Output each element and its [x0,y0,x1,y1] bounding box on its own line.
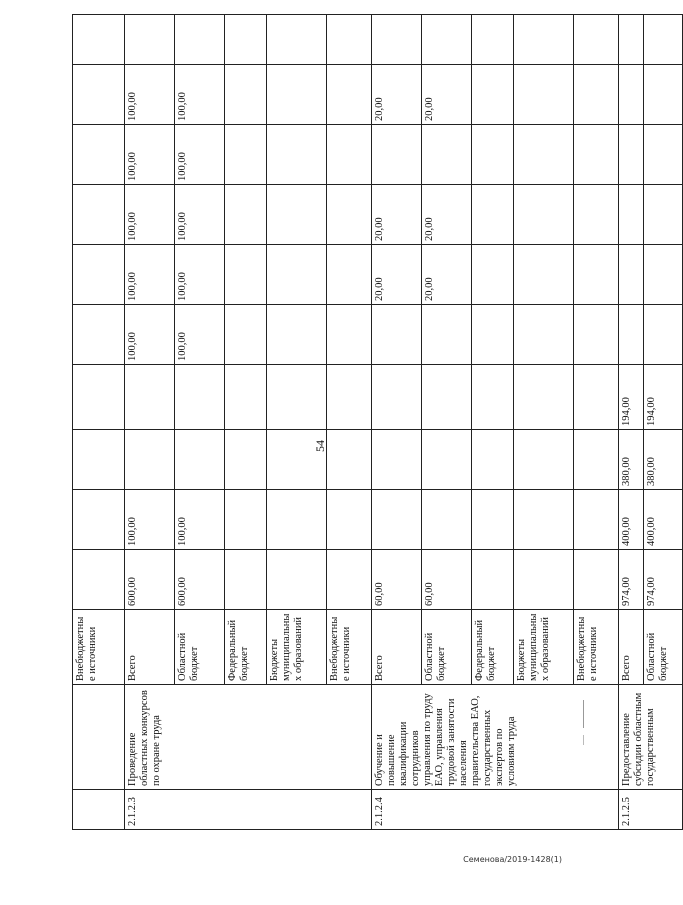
funding-amount-cell [225,365,267,430]
funding-amount-cell [574,125,619,185]
funding-amount-cell [514,550,574,610]
funding-amount-cell [574,365,619,430]
funding-amount-cell: 194,00 [619,365,644,430]
funding-amount-cell: 60,00 [422,550,472,610]
funding-amount-cell [514,430,574,490]
funding-amount-cell [225,15,267,65]
funding-source-cell: Внебюджетные источники [574,610,619,685]
funding-amount-cell [225,125,267,185]
funding-amount-cell [644,15,683,65]
table-row [125,15,175,830]
funding-amount-cell [422,125,472,185]
funding-source-cell: Федеральный бюджет [225,610,267,685]
funding-amount-cell [514,245,574,305]
funding-amount-cell: 100,00 [125,185,175,245]
funding-amount-cell [73,365,125,430]
table-row [73,15,125,830]
funding-amount-cell [327,490,372,550]
funding-amount-cell [225,245,267,305]
funding-amount-cell [644,125,683,185]
funding-amount-cell [619,65,644,125]
rotated-table-wrapper [72,15,669,830]
document-footer-id: Семенова/2019-1428(1) [463,855,562,864]
funding-amount-cell: 194,00 [644,365,683,430]
funding-amount-cell: 974,00 [619,550,644,610]
funding-amount-cell [644,245,683,305]
funding-amount-cell [574,185,619,245]
funding-amount-cell: 100,00 [175,185,225,245]
funding-amount-cell: 974,00 [644,550,683,610]
funding-amount-cell [73,490,125,550]
funding-amount-cell [73,185,125,245]
funding-amount-cell: 100,00 [125,65,175,125]
measure-name-cell: Проведение областных конкурсов по охране труда [125,685,372,790]
funding-amount-cell [372,125,422,185]
funding-amount-cell: 20,00 [422,65,472,125]
funding-amount-cell [267,245,327,305]
funding-amount-cell [514,305,574,365]
funding-amount-cell [514,185,574,245]
funding-amount-cell [514,125,574,185]
funding-amount-cell [422,305,472,365]
funding-source-cell: Областной бюджет [175,610,225,685]
funding-amount-cell [125,15,175,65]
funding-amount-cell [644,305,683,365]
funding-amount-cell [574,305,619,365]
funding-amount-cell: 100,00 [175,245,225,305]
funding-amount-cell [514,365,574,430]
funding-amount-cell: 60,00 [372,550,422,610]
funding-amount-cell [327,185,372,245]
funding-amount-cell [422,365,472,430]
funding-amount-cell [73,430,125,490]
funding-amount-cell [225,550,267,610]
funding-amount-cell [619,125,644,185]
funding-amount-cell [574,15,619,65]
funding-amount-cell [472,65,514,125]
program-funding-table [72,14,683,830]
funding-amount-cell [327,125,372,185]
funding-amount-cell [574,430,619,490]
funding-amount-cell [372,430,422,490]
funding-amount-cell [73,305,125,365]
funding-amount-cell [125,430,175,490]
funding-amount-cell [73,245,125,305]
funding-amount-cell: 400,00 [619,490,644,550]
funding-amount-cell: 600,00 [125,550,175,610]
funding-amount-cell [472,550,514,610]
funding-amount-cell [327,365,372,430]
funding-source-cell: Внебюджетные источники [327,610,372,685]
funding-amount-cell: 100,00 [175,65,225,125]
funding-amount-cell [574,245,619,305]
funding-amount-cell: 380,00 [644,430,683,490]
funding-amount-cell [372,15,422,65]
funding-amount-cell [327,550,372,610]
measure-name-cell [73,685,125,790]
funding-amount-cell [372,305,422,365]
funding-amount-cell [175,365,225,430]
funding-source-cell: Бюджеты муниципальных образований [514,610,574,685]
funding-amount-cell [644,185,683,245]
funding-amount-cell [327,305,372,365]
funding-amount-cell [267,365,327,430]
funding-amount-cell: 20,00 [422,245,472,305]
funding-amount-cell [619,305,644,365]
funding-amount-cell [225,490,267,550]
funding-source-cell: Областной бюджет [422,610,472,685]
funding-amount-cell [472,245,514,305]
funding-amount-cell [372,365,422,430]
table-row [619,15,644,830]
funding-amount-cell: 100,00 [125,490,175,550]
funding-amount-cell [472,185,514,245]
measure-code-cell: 2.1.2.3 [125,790,372,830]
funding-amount-cell [422,490,472,550]
funding-amount-cell: 20,00 [372,185,422,245]
funding-source-cell: Внебюджетные источники [73,610,125,685]
funding-amount-cell: 20,00 [422,185,472,245]
funding-amount-cell [619,185,644,245]
funding-amount-cell [175,430,225,490]
funding-amount-cell [472,125,514,185]
funding-amount-cell [472,305,514,365]
funding-amount-cell [73,15,125,65]
funding-amount-cell [73,550,125,610]
funding-amount-cell [267,125,327,185]
funding-source-cell: Бюджеты муниципальных образований [267,610,327,685]
funding-amount-cell: 100,00 [175,490,225,550]
funding-amount-cell [225,65,267,125]
funding-amount-cell: 100,00 [175,305,225,365]
funding-amount-cell [514,65,574,125]
funding-amount-cell [73,65,125,125]
funding-amount-cell [514,15,574,65]
table-row [372,15,422,830]
table-body [73,15,683,830]
funding-amount-cell [574,490,619,550]
funding-source-cell: Областной бюджет [644,610,683,685]
funding-amount-cell: 20,00 [372,65,422,125]
funding-amount-cell [267,185,327,245]
funding-amount-cell [267,65,327,125]
funding-amount-cell: 100,00 [125,245,175,305]
scan-artifact [583,735,584,745]
funding-source-cell: Всего [372,610,422,685]
funding-amount-cell [422,15,472,65]
funding-amount-cell: 600,00 [175,550,225,610]
page-number: 54 [313,440,327,452]
funding-amount-cell [472,430,514,490]
funding-amount-cell [267,305,327,365]
funding-amount-cell [125,365,175,430]
funding-amount-cell [644,65,683,125]
funding-amount-cell [472,490,514,550]
funding-amount-cell: 100,00 [175,125,225,185]
funding-amount-cell [267,550,327,610]
funding-amount-cell [225,430,267,490]
funding-amount-cell [225,305,267,365]
funding-amount-cell [472,15,514,65]
funding-amount-cell: 100,00 [125,125,175,185]
funding-amount-cell [619,15,644,65]
funding-source-cell: Всего [619,610,644,685]
measure-name-cell: Обучение и повышение квалификации сотрудников управления по труду ЕАО, управления трудовой занятости населения правительства ЕАО, государственных экспертов по условиям труда [372,685,619,790]
funding-amount-cell [267,490,327,550]
funding-amount-cell [574,65,619,125]
funding-amount-cell [225,185,267,245]
scan-artifact [583,700,584,728]
funding-amount-cell [267,15,327,65]
funding-amount-cell [73,125,125,185]
funding-amount-cell: 400,00 [644,490,683,550]
funding-amount-cell [574,550,619,610]
funding-amount-cell: 20,00 [372,245,422,305]
measure-code-cell: 2.1.2.4 [372,790,619,830]
funding-amount-cell [372,490,422,550]
funding-amount-cell [422,430,472,490]
funding-source-cell: Всего [125,610,175,685]
measure-code-cell: 2.1.2.5 [619,790,683,830]
funding-amount-cell [472,365,514,430]
funding-amount-cell [175,15,225,65]
funding-amount-cell [514,490,574,550]
funding-amount-cell: 100,00 [125,305,175,365]
funding-amount-cell [327,430,372,490]
funding-amount-cell [267,430,327,490]
funding-amount-cell [327,65,372,125]
funding-amount-cell: 380,00 [619,430,644,490]
measure-code-cell [73,790,125,830]
funding-amount-cell [327,15,372,65]
funding-amount-cell [327,245,372,305]
funding-source-cell: Федеральный бюджет [472,610,514,685]
measure-name-cell: Предоставление субсидии областным государственным [619,685,683,790]
funding-amount-cell [619,245,644,305]
